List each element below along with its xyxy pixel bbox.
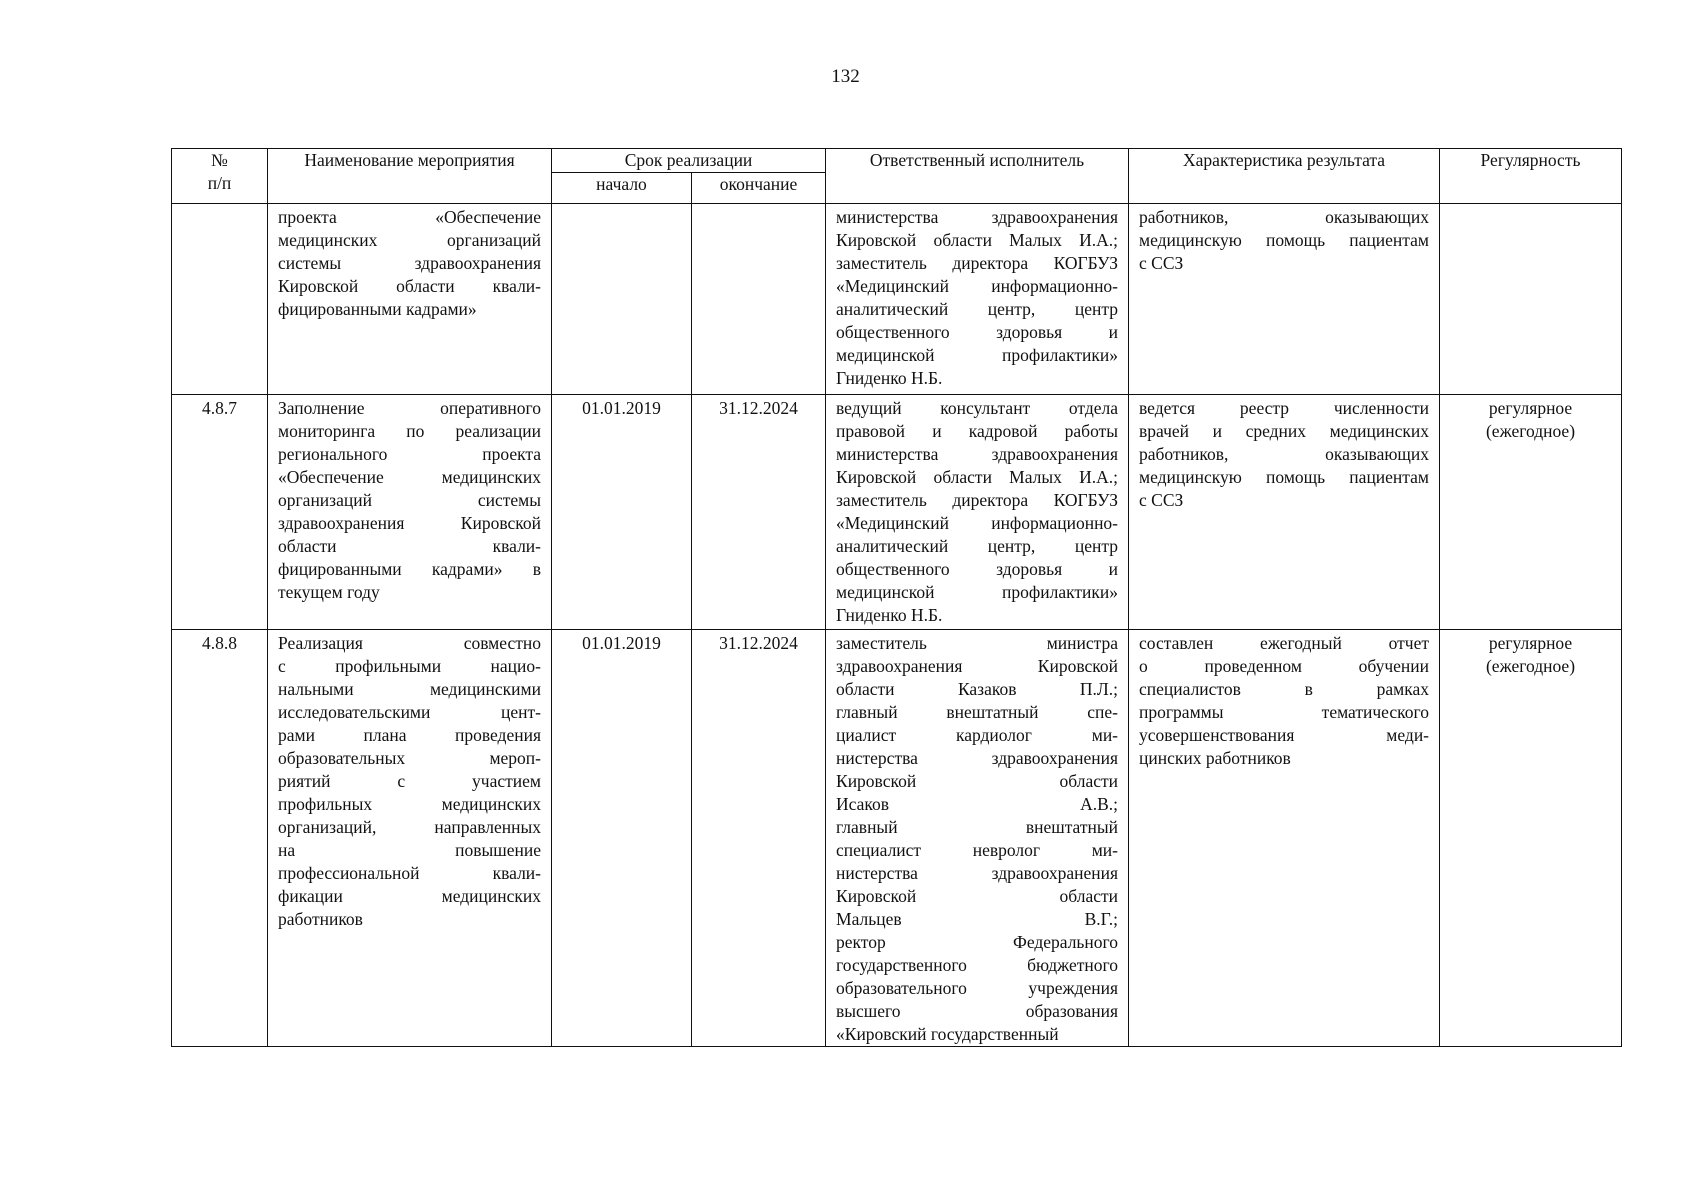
table-row [172,395,1622,630]
cell-line: Заполнение оперативного [278,398,541,418]
cell-line: о проведенном обучении [1139,656,1430,676]
cell-line: здравоохранения Кировской [836,656,1119,676]
row-result [1129,204,1440,395]
cell-line: правовой и кадровой работы [836,421,1119,441]
cell-line: риятий с участием [278,771,541,791]
cell-line: фицированными кадрами» в [278,559,541,579]
row-num: 4.8.7 [172,395,268,630]
table-row [172,204,1622,395]
cell-line: рами плана проведения [278,725,541,745]
cell-line: «Кировский государственный [836,1024,1059,1044]
row-regularity [1440,395,1622,630]
row-name [268,204,552,395]
cell-line: общественного здоровья и [836,559,1119,579]
cell-line: медицинской профилактики» [836,345,1119,365]
cell-line: министерства здравоохранения [836,207,1119,227]
cell-line: заместитель директора КОГБУЗ [836,253,1119,273]
cell-line: усовершенствования меди- [1139,725,1430,745]
cell-line: медицинских организаций [278,230,541,250]
row-end [692,204,826,395]
cell-line: циалист кардиолог ми- [836,725,1119,745]
row-regularity [1440,204,1622,395]
row-responsible [826,395,1129,630]
row-end: 31.12.2024 [692,395,826,630]
cell-line: нальными медицинскими [278,679,541,699]
cell-line: Мальцев В.Г.; [836,909,1119,929]
header-end: окончание [692,173,826,204]
row-start [552,204,692,395]
cell-line: главный внештатный спе- [836,702,1119,722]
cell-line: системы здравоохранения [278,253,541,273]
cell-line: общественного здоровья и [836,322,1119,342]
cell-line: государственного бюджетного [836,955,1119,975]
cell-line: составлен ежегодный отчет [1139,633,1430,653]
cell-line: Кировской области квали- [278,276,541,296]
cell-line: (ежегодное) [1485,656,1576,676]
cell-line: текущем году [278,582,380,602]
cell-line: нистерства здравоохранения [836,748,1119,768]
cell-line: регулярное [1488,398,1573,418]
row-num: 4.8.8 [172,630,268,1047]
row-name [268,630,552,1047]
cell-line: области квали- [278,536,541,556]
header-num: № п/п [172,149,268,204]
cell-line: с профильными нацио- [278,656,541,676]
cell-line: программы тематического [1139,702,1430,722]
table-header-row-1 [172,149,1622,173]
cell-line: заместитель министра [836,633,1119,653]
cell-line: профильных медицинских [278,794,541,814]
cell-line: высшего образования [836,1001,1119,1021]
row-num [172,204,268,395]
header-name: Наименование мероприятия [268,149,552,204]
header-result: Характеристика результата [1129,149,1440,204]
header-responsible: Ответственный исполнитель [826,149,1129,204]
cell-line: Кировской области [836,886,1119,906]
row-responsible [826,630,1129,1047]
row-responsible [826,204,1129,395]
cell-line: «Обеспечение медицинских [278,467,541,487]
cell-line: области Казаков П.Л.; [836,679,1119,699]
row-end: 31.12.2024 [692,630,826,1047]
cell-line: аналитический центр, центр [836,299,1119,319]
cell-line: фицированными кадрами» [278,299,477,319]
cell-line: цинских работников [1139,748,1291,768]
cell-line: Кировской области Малых И.А.; [836,467,1119,487]
cell-line: заместитель директора КОГБУЗ [836,490,1119,510]
cell-line: «Медицинский информационно- [836,276,1119,296]
cell-line: исследовательскими цент- [278,702,541,722]
cell-line: с ССЗ [1139,490,1184,510]
cell-line: регулярное [1488,633,1573,653]
cell-line: главный внештатный [836,817,1119,837]
cell-line: Кировской области [836,771,1119,791]
row-result [1129,630,1440,1047]
row-regularity [1440,630,1622,1047]
cell-line: «Медицинский информационно- [836,513,1119,533]
cell-line: работников [278,909,363,929]
cell-line: регионального проекта [278,444,541,464]
cell-line: (ежегодное) [1485,421,1576,441]
cell-line: Гниденко Н.Б. [836,605,943,625]
cell-line: проекта «Обеспечение [278,207,541,227]
cell-line: организаций системы [278,490,541,510]
row-start: 01.01.2019 [552,395,692,630]
cell-line: специалистов в рамках [1139,679,1430,699]
cell-line: Исаков А.В.; [836,794,1119,814]
table-row [172,630,1622,1047]
cell-line: медицинскую помощь пациентам [1139,467,1430,487]
cell-line: ведется реестр численности [1139,398,1430,418]
row-result [1129,395,1440,630]
cell-line: аналитический центр, центр [836,536,1119,556]
cell-line: работников, оказывающих [1139,207,1430,227]
header-regularity: Регулярность [1440,149,1622,204]
cell-line: министерства здравоохранения [836,444,1119,464]
cell-line: врачей и средних медицинских [1139,421,1430,441]
cell-line: ведущий консультант отдела [836,398,1119,418]
cell-line: нистерства здравоохранения [836,863,1119,883]
row-start: 01.01.2019 [552,630,692,1047]
header-period: Срок реализации [552,149,826,173]
header-start: начало [552,173,692,204]
cell-line: образовательного учреждения [836,978,1119,998]
cell-line: здравоохранения Кировской [278,513,541,533]
cell-line: медицинскую помощь пациентам [1139,230,1430,250]
cell-line: фикации медицинских [278,886,541,906]
cell-line: профессиональной квали- [278,863,541,883]
cell-line: мониторинга по реализации [278,421,541,441]
cell-line: ректор Федерального [836,932,1119,952]
cell-line: Гниденко Н.Б. [836,368,943,388]
cell-line: организаций, направленных [278,817,541,837]
cell-line: с ССЗ [1139,253,1184,273]
activities-table [171,148,1622,1047]
cell-line: на повышение [278,840,541,860]
cell-line: работников, оказывающих [1139,444,1430,464]
cell-line: Кировской области Малых И.А.; [836,230,1119,250]
row-name [268,395,552,630]
cell-line: медицинской профилактики» [836,582,1119,602]
cell-line: специалист невролог ми- [836,840,1119,860]
cell-line: Реализация совместно [278,633,541,653]
page-number: 132 [831,66,860,87]
cell-line: образовательных мероп- [278,748,541,768]
